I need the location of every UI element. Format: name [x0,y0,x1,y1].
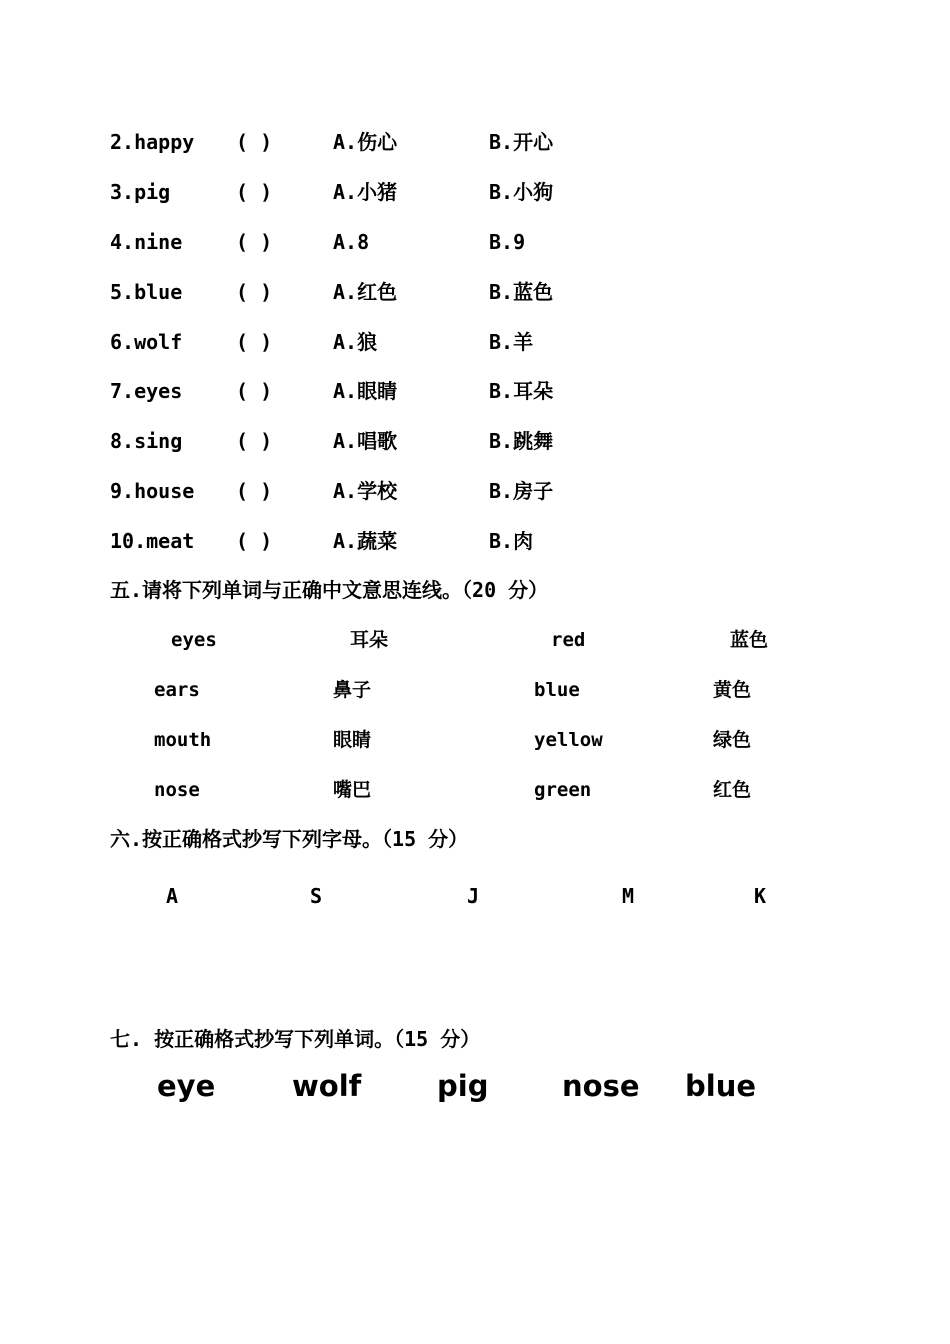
match-english[interactable]: ears [154,679,200,701]
answer-blank[interactable]: ( ) [236,479,273,503]
question-row [0,277,950,307]
match-chinese[interactable]: 黄色 [713,679,752,701]
match-chinese[interactable]: 绿色 [713,729,752,751]
option-a: A.眼睛 [333,379,398,403]
question-row [0,177,950,207]
letter-item: K [754,884,767,908]
letter-item: S [310,884,323,908]
match-english[interactable]: nose [154,779,200,801]
match-english[interactable]: green [534,779,592,801]
question-row [0,426,950,456]
question-row [0,327,950,357]
match-english[interactable]: eyes [171,629,217,651]
question-word: 4.nine [110,230,183,254]
option-b: B.羊 [489,330,534,354]
word-item: nose [562,1069,640,1103]
question-word: 8.sing [110,429,183,453]
answer-blank[interactable]: ( ) [236,130,273,154]
answer-blank[interactable]: ( ) [236,230,273,254]
question-word: 9.house [110,479,195,503]
answer-blank[interactable]: ( ) [236,529,273,553]
word-item: pig [437,1069,489,1103]
match-english[interactable]: blue [534,679,580,701]
section-7-heading: 七. 按正确格式抄写下列单词。（15 分） [110,1027,481,1051]
question-word: 6.wolf [110,330,183,354]
question-row [0,476,950,506]
question-word: 7.eyes [110,379,183,403]
answer-blank[interactable]: ( ) [236,429,273,453]
word-item: blue [685,1069,757,1103]
match-chinese[interactable]: 眼睛 [333,729,372,751]
option-a: A.蔬菜 [333,529,398,553]
question-word: 10.meat [110,529,195,553]
answer-blank[interactable]: ( ) [236,280,273,304]
letter-item: M [622,884,635,908]
option-a: A.红色 [333,280,398,304]
match-english[interactable]: mouth [154,729,212,751]
option-b: B.肉 [489,529,534,553]
match-chinese[interactable]: 红色 [713,779,752,801]
answer-blank[interactable]: ( ) [236,379,273,403]
letter-item: J [467,884,480,908]
option-a: A.伤心 [333,130,398,154]
match-chinese[interactable]: 嘴巴 [333,779,372,801]
word-item: eye [157,1069,216,1103]
option-b: B.9 [489,230,526,254]
option-a: A.唱歌 [333,429,398,453]
option-b: B.蓝色 [489,280,554,304]
section-6-heading: 六.按正确格式抄写下列字母。（15 分） [110,827,469,851]
matching-row [0,725,950,755]
question-word: 3.pig [110,180,171,204]
option-a: A.小猪 [333,180,398,204]
match-chinese[interactable]: 蓝色 [730,629,769,651]
option-b: B.耳朵 [489,379,554,403]
question-row [0,227,950,257]
option-a: A.学校 [333,479,398,503]
match-english[interactable]: yellow [534,729,603,751]
option-a: A.狼 [333,330,378,354]
question-row [0,376,950,406]
option-b: B.跳舞 [489,429,554,453]
letter-item: A [166,884,179,908]
match-chinese[interactable]: 耳朵 [350,629,389,651]
question-word: 5.blue [110,280,183,304]
matching-row [0,625,950,655]
question-row [0,526,950,556]
option-b: B.开心 [489,130,554,154]
question-row [0,127,950,157]
matching-row [0,775,950,805]
matching-row [0,675,950,705]
option-b: B.小狗 [489,180,554,204]
section-5-heading: 五.请将下列单词与正确中文意思连线。（20 分） [110,578,549,602]
option-a: A.8 [333,230,370,254]
word-item: wolf [292,1069,362,1103]
answer-blank[interactable]: ( ) [236,330,273,354]
question-word: 2.happy [110,130,195,154]
option-b: B.房子 [489,479,554,503]
match-english[interactable]: red [551,629,586,651]
match-chinese[interactable]: 鼻子 [333,679,372,701]
answer-blank[interactable]: ( ) [236,180,273,204]
